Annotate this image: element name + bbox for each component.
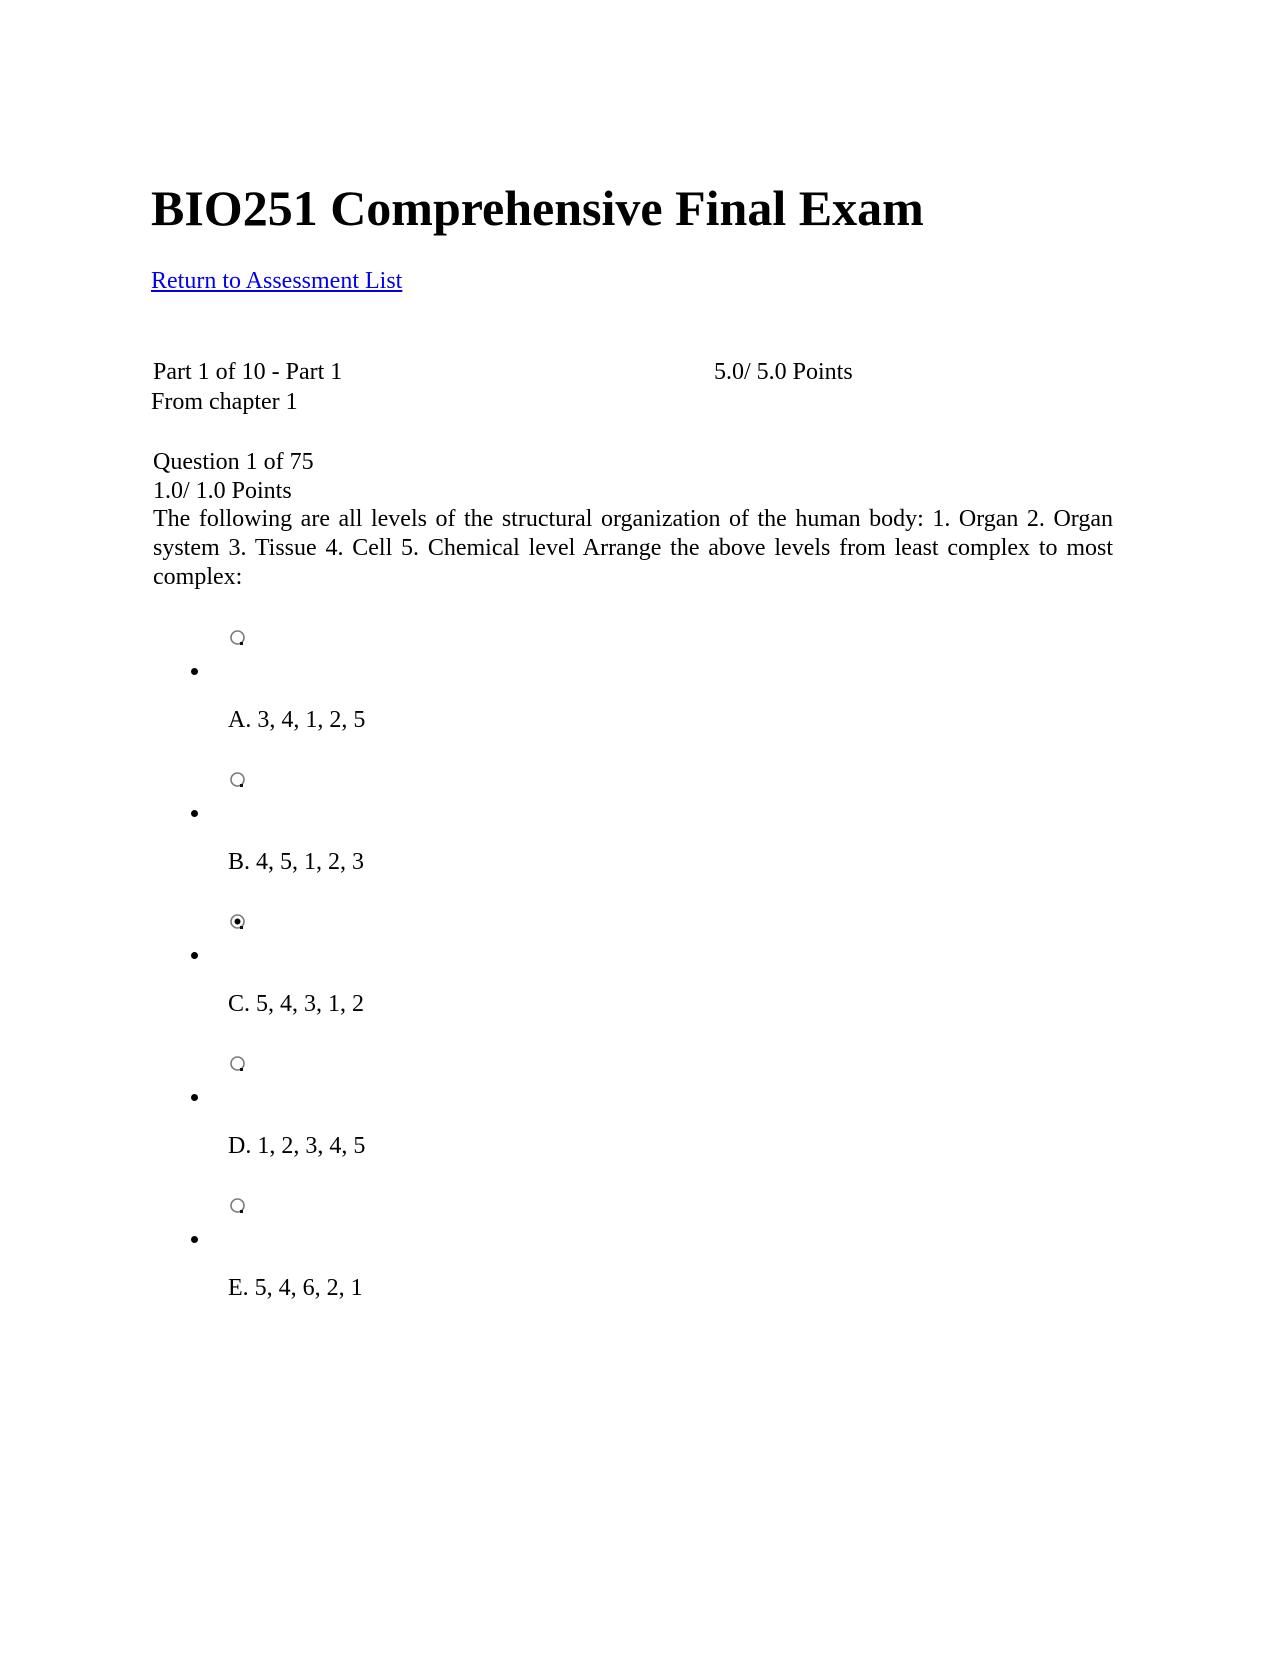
- radio-option-b[interactable]: [229, 771, 247, 789]
- question-number: Question 1 of 75: [153, 449, 314, 475]
- list-bullet: [191, 952, 198, 959]
- part-points: 5.0/ 5.0 Points: [714, 359, 853, 385]
- question-points: 1.0/ 1.0 Points: [153, 478, 292, 504]
- option-d-label[interactable]: D. 1, 2, 3, 4, 5: [228, 1133, 366, 1159]
- radio-option-e[interactable]: [229, 1197, 247, 1215]
- option-b-label[interactable]: B. 4, 5, 1, 2, 3: [228, 849, 365, 875]
- question-text: The following are all levels of the structural organization of the human body: 1. Organ 2. Organ system 3. Tissue 4. Cell 5. Chemical level Arrange the above levels from least complex to most complex:: [153, 506, 1113, 590]
- option-c-label[interactable]: C. 5, 4, 3, 1, 2: [228, 991, 365, 1017]
- list-bullet: [191, 1236, 198, 1243]
- radio-option-d[interactable]: [229, 1055, 247, 1073]
- radio-option-a[interactable]: [229, 629, 247, 647]
- option-a-label[interactable]: A. 3, 4, 1, 2, 5: [228, 707, 366, 733]
- option-e-label[interactable]: E. 5, 4, 6, 2, 1: [228, 1275, 363, 1301]
- part-source: From chapter 1: [151, 389, 298, 415]
- list-bullet: [191, 668, 198, 675]
- part-label: Part 1 of 10 - Part 1: [153, 359, 343, 385]
- list-bullet: [191, 810, 198, 817]
- page-title: BIO251 Comprehensive Final Exam: [151, 180, 924, 236]
- list-bullet: [191, 1094, 198, 1101]
- radio-option-c[interactable]: [229, 913, 247, 931]
- return-to-assessment-list-link[interactable]: Return to Assessment List: [151, 268, 403, 294]
